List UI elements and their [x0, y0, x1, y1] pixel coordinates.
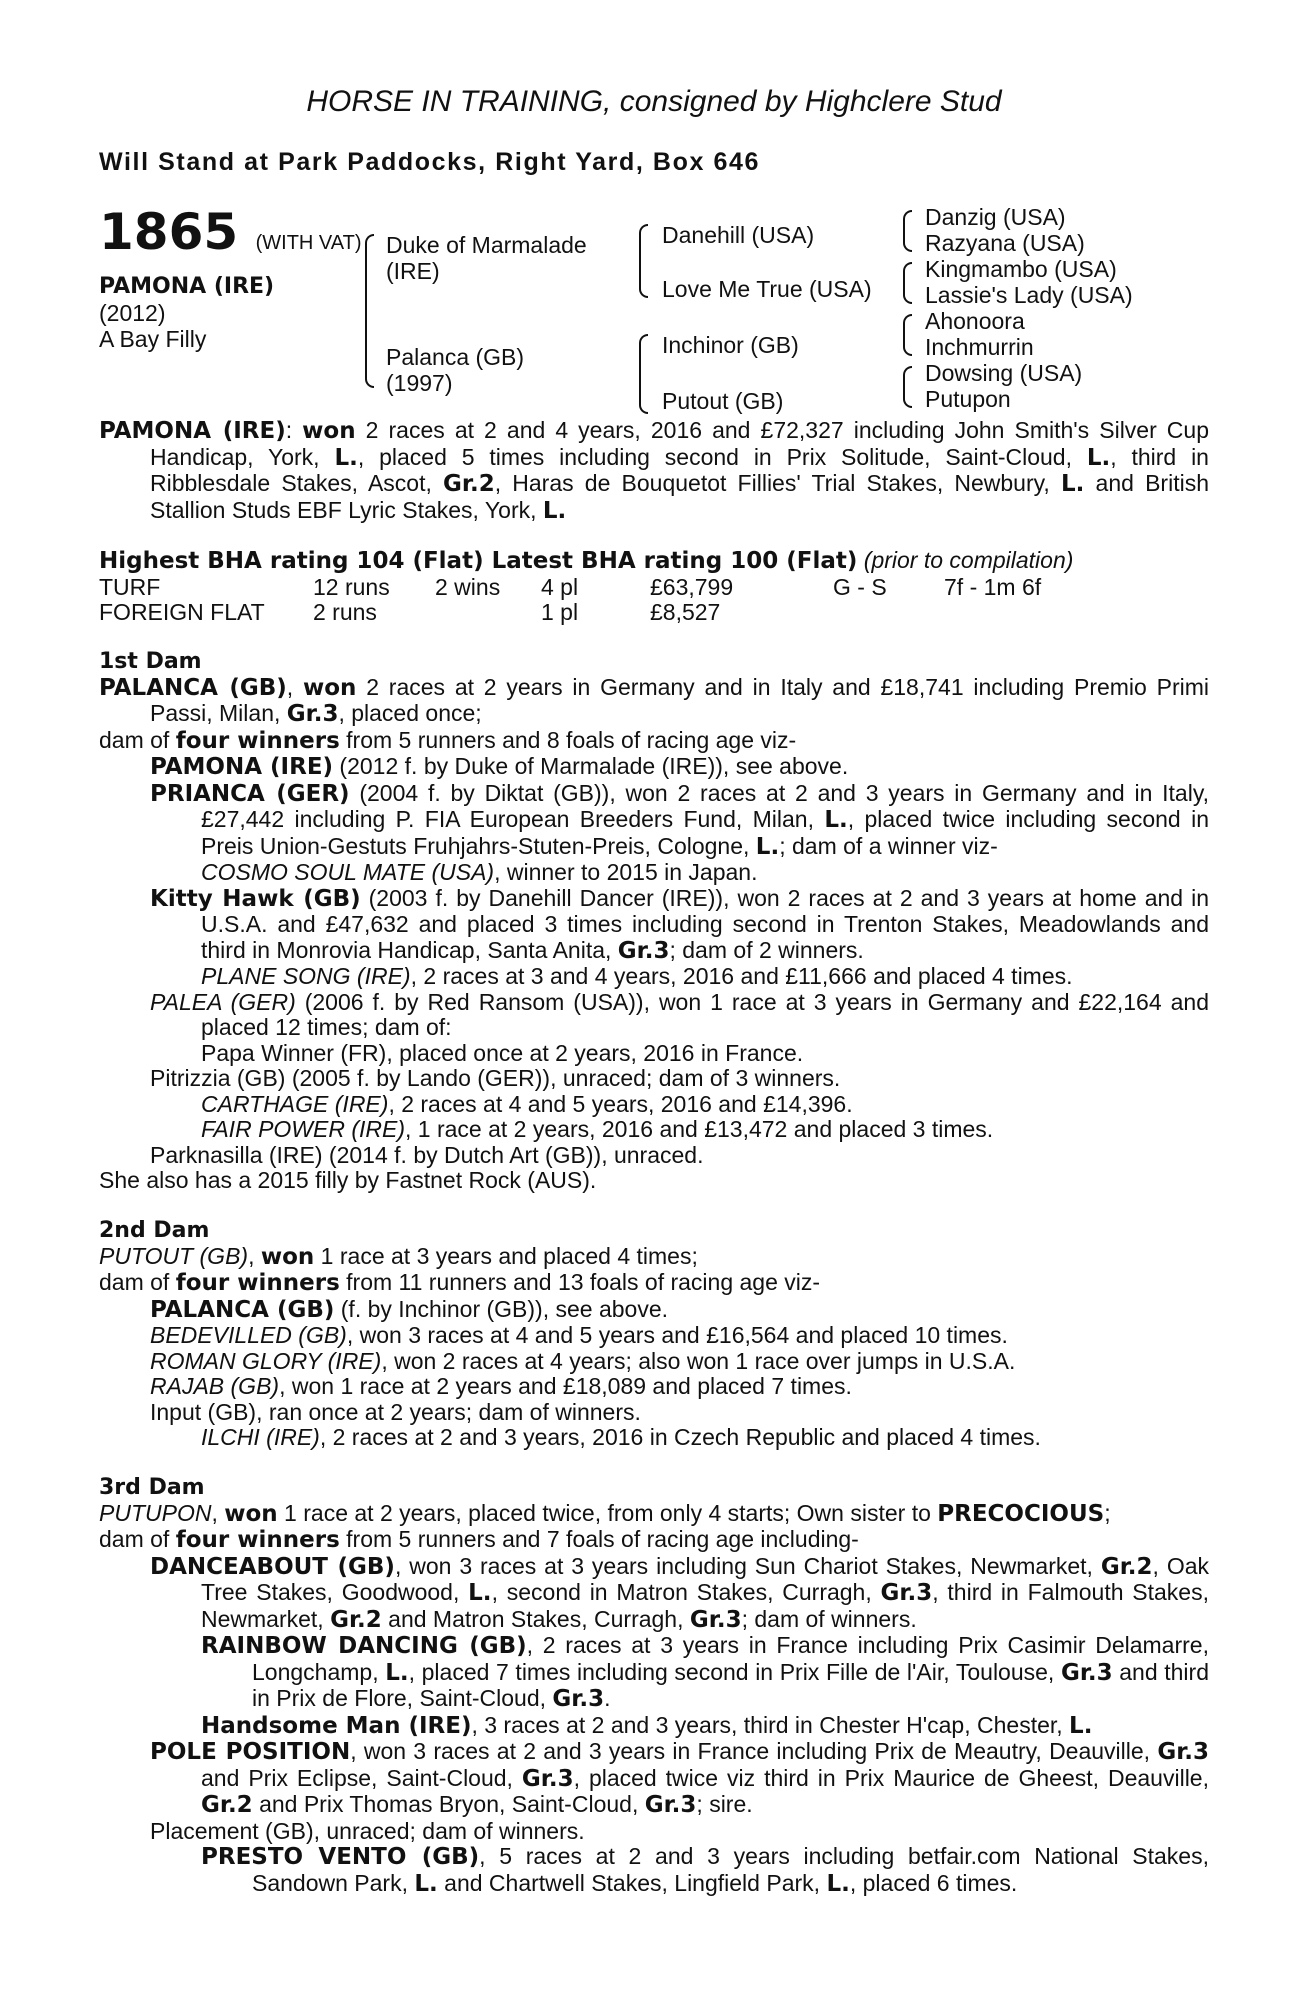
palea-entry — [99, 990, 1209, 1041]
group-label: Gr.3 — [552, 1686, 605, 1712]
record-runs: 12 runs — [313, 573, 390, 600]
dam-of-suffix: from 11 runners and 13 foals of racing age viz- — [339, 1269, 821, 1295]
cosmo-name: COSMO SOUL MATE (USA) — [201, 859, 495, 885]
roman-glory-name: ROMAN GLORY (IRE) — [150, 1347, 382, 1374]
horse-info — [99, 274, 274, 352]
handsome-name: Handsome Man (IRE) — [201, 1712, 472, 1739]
kitty-text-2: ; dam of 2 winners. — [669, 936, 864, 963]
rainbow-text-2: , placed 7 times including second in Prix Fille de l'Air, Toulouse, — [408, 1658, 1061, 1685]
bedevilled-entry — [99, 1323, 1209, 1349]
dam-of-prefix: dam of — [99, 1526, 176, 1552]
presto-entry — [99, 1844, 1209, 1897]
putout-name: PUTOUT (GB) — [99, 1242, 249, 1269]
record-money: £63,799 — [650, 573, 734, 600]
palanca-name: PALANCA (GB) — [150, 1296, 335, 1323]
kitty-text-1: (2003 f. by Danehill Dancer (IRE)), won 2 races at 2 and 3 years at home and in U.S.A. and £47,632 and placed 3 times including second in Trenton Stakes, Meadowlands and third in Monrovia Handicap, Santa Anita, — [201, 884, 1209, 963]
group-label: Gr.3 — [617, 937, 670, 964]
group-label: Gr.3 — [880, 1580, 933, 1606]
race-record-table — [99, 575, 1209, 625]
horse-description: A Bay Filly — [99, 326, 207, 352]
record-money: £8,527 — [650, 598, 721, 625]
record-placed: 4 pl — [541, 573, 579, 600]
listed-label: L. — [1086, 444, 1111, 471]
group-label: Gr.3 — [286, 701, 339, 727]
sire-origin: (IRE) — [386, 258, 440, 284]
palea-text: (2006 f. by Red Ransom (USA)), won 1 race at 3 years in Germany and £22,164 and placed 12 times; dam of: — [201, 988, 1209, 1040]
won-label: won — [260, 1243, 315, 1270]
plane-entry — [99, 964, 1209, 990]
prianca-text-2: , placed twice including second in Preis Union-Gestuts Fruhjahrs-Stuten-Preis, Cologne, — [201, 806, 1209, 859]
dam-of-line — [99, 1270, 1209, 1297]
danceabout-text-4: , third in Falmouth Stakes, Newmarket, — [201, 1579, 1209, 1632]
palanca-text-2: , placed once; — [338, 700, 482, 726]
second-dam-title: 2nd Dam — [99, 1217, 210, 1243]
group-label: Gr.3 — [1157, 1739, 1209, 1765]
sire-name: Duke of Marmalade — [386, 232, 587, 258]
handsome-text: , 3 races at 2 and 3 years, third in Chester H'cap, Chester, — [471, 1711, 1070, 1738]
input-entry: Input (GB), ran once at 2 years; dam of winners. — [150, 1398, 641, 1425]
brace-ss — [903, 210, 912, 252]
putout-entry: PUTOUT (GB), won 1 race at 3 years and placed 4 times; — [99, 1242, 698, 1270]
page-title: HORSE IN TRAINING, consigned by Highclere Stud — [306, 85, 1002, 118]
brace-gen1 — [365, 234, 374, 388]
handsome-entry — [99, 1713, 1209, 1740]
vat-note: (WITH VAT) — [255, 232, 362, 254]
pole-text-2: and Prix Eclipse, Saint-Cloud, — [201, 1764, 522, 1791]
group-label: Gr.3 — [521, 1765, 574, 1792]
fair-power-entry — [99, 1117, 1209, 1143]
ilchi-text: , 2 races at 2 and 3 years, 2016 in Czech Republic and placed 4 times. — [319, 1424, 1041, 1450]
rajab-name: RAJAB (GB) — [150, 1373, 280, 1399]
record-wins: 2 wins — [435, 573, 501, 600]
pamona-name: PAMONA (IRE) — [150, 754, 334, 780]
cosmo-entry — [99, 860, 1209, 886]
rating-line — [99, 548, 1209, 575]
summary-text-4: , Haras de Bouquetot Fillies' Trial Stakes, Newbury, — [494, 470, 1061, 496]
prianca-name: PRIANCA (GER) — [150, 780, 350, 807]
dam-of-line — [99, 1527, 1209, 1554]
carthage-entry — [99, 1092, 1209, 1118]
precocious-name: PRECOCIOUS — [937, 1500, 1105, 1527]
brace-dam — [639, 334, 648, 414]
ped-ssd: Razyana (USA) — [925, 230, 1085, 256]
also-has-line: She also has a 2015 filly by Fastnet Rock (AUS). — [99, 1167, 597, 1193]
summary-horse-name: PAMONA (IRE) — [99, 418, 286, 444]
summary-text-5: and British Stallion Studs EBF Lyric Stakes, York, — [150, 470, 1209, 523]
horse-year: (2012) — [99, 300, 166, 326]
summary-text-1: 2 races at 2 and 4 years, 2016 and £72,327 including John Smith's Silver Cup Handicap, York, — [150, 417, 1210, 470]
ilchi-entry — [99, 1425, 1209, 1451]
ped-ddd: Putupon — [925, 386, 1011, 412]
race-summary: PAMONA (IRE): won 2 races at 2 and 4 years, 2016 and £72,327 including John Smith's Silver Cup Handicap, York, L., placed 5 times including second in Prix Solitude, Saint-Cloud, L., third in Ribblesdale Stakes, Ascot, Gr.2, Haras de Bouquetot Fillies' Trial Stakes, Newbury, L. and British Stallion Studs EBF Lyric Stakes, York, L. — [99, 417, 1210, 524]
rating-note: (prior to compilation) — [863, 547, 1074, 573]
four-winners: four winners — [175, 1270, 340, 1296]
prianca-entry — [99, 781, 1209, 861]
danceabout-name: DANCEABOUT (GB) — [150, 1553, 395, 1580]
cosmo-text: , winner to 2015 in Japan. — [494, 859, 758, 885]
palea-name: PALEA (GER) — [150, 988, 296, 1015]
rainbow-entry — [99, 1633, 1209, 1713]
record-placed: 1 pl — [541, 598, 579, 625]
pole-text-1: , won 3 races at 2 and 3 years in France including Prix de Meautry, Deauville, — [350, 1738, 1158, 1764]
papa-entry: Papa Winner (FR), placed once at 2 years, 2016 in France. — [201, 1039, 804, 1066]
plane-text: , 2 races at 3 and 4 years, 2016 and £11,666 and placed 4 times. — [410, 963, 1073, 989]
presto-text-1: , 5 races at 2 and 3 years including betfair.com National Stakes, Sandown Park, — [252, 1843, 1209, 1896]
dam-sire: Inchinor (GB) — [662, 332, 799, 358]
danceabout-text-3: , second in Matron Stakes, Curragh, — [491, 1579, 881, 1605]
lot-number-value: 1865 — [99, 203, 239, 261]
horse-name: PAMONA (IRE) — [99, 274, 275, 299]
group-label: Gr.2 — [330, 1606, 382, 1633]
won-label: won — [302, 674, 357, 701]
summary-text-2: , placed 5 times including second in Prix Solitude, Saint-Cloud, — [357, 443, 1087, 470]
ped-sss: Danzig (USA) — [925, 204, 1066, 230]
placement-entry: Placement (GB), unraced; dam of winners. — [150, 1817, 585, 1844]
pamona-text: (2012 f. by Duke of Marmalade (IRE)), see above. — [333, 753, 849, 779]
dam-name: Palanca (GB) — [386, 344, 525, 370]
ilchi-name: ILCHI (IRE) — [201, 1424, 320, 1450]
prianca-text-1: (2004 f. by Diktat (GB)), won 2 races at 2 and 3 years in Germany and in Italy, £27,442 including P. FIA European Breeders Fund, Milan, — [201, 779, 1210, 832]
listed-label: L. — [826, 1870, 850, 1897]
bedevilled-text: , won 3 races at 4 and 5 years and £16,564 and placed 10 times. — [346, 1322, 1008, 1348]
catalogue-page — [99, 84, 1209, 1897]
rating-bold: Highest BHA rating 104 (Flat) Latest BHA rating 100 (Flat) — [99, 548, 858, 574]
first-dam-title: 1st Dam — [99, 648, 202, 674]
putupon-text: 1 race at 2 years, placed twice, from only 4 starts; Own sister to — [277, 1499, 938, 1526]
dam-of-line — [99, 728, 1209, 755]
pamona-entry — [99, 754, 1209, 781]
listed-label: L. — [1060, 471, 1085, 497]
stand-location: Will Stand at Park Paddocks, Right Yard, Box 646 — [99, 148, 761, 176]
sire-dam: Love Me True (USA) — [662, 276, 872, 302]
brace-sd — [903, 262, 912, 304]
listed-label: L. — [468, 1580, 492, 1606]
danceabout-text-6: ; dam of winners. — [741, 1605, 917, 1632]
listed-label: L. — [1069, 1712, 1093, 1739]
danceabout-text-1: , won 3 races at 3 years including Sun Chariot Stakes, Newmarket, — [394, 1552, 1101, 1579]
won-label: won — [224, 1500, 278, 1527]
rajab-entry — [99, 1374, 1209, 1400]
third-dam-title: 3rd Dam — [99, 1474, 205, 1500]
pole-text-5: ; sire. — [696, 1791, 753, 1817]
ped-dss: Ahonoora — [925, 308, 1025, 334]
putupon-name: PUTUPON — [99, 1499, 212, 1526]
parknasilla-entry: Parknasilla (IRE) (2014 f. by Dutch Art (GB)), unraced. — [150, 1141, 704, 1168]
pole-text-4: and Prix Thomas Bryon, Saint-Cloud, — [252, 1791, 645, 1817]
pole-text-3: , placed twice viz third in Prix Maurice de Gheest, Deauville, — [573, 1764, 1209, 1791]
roman-glory-entry — [99, 1349, 1209, 1375]
rajab-text: , won 1 race at 2 years and £18,089 and placed 7 times. — [279, 1373, 852, 1399]
rainbow-text-4: . — [604, 1685, 611, 1711]
dam-of-prefix: dam of — [99, 726, 176, 753]
group-label: Gr.2 — [443, 471, 495, 497]
dam-of-prefix: dam of — [99, 1269, 176, 1295]
kitty-name: Kitty Hawk (GB) — [150, 885, 361, 912]
danceabout-text-5: and Matron Stakes, Curragh, — [381, 1605, 690, 1632]
ped-sdd: Lassie's Lady (USA) — [925, 282, 1133, 308]
roman-glory-text: , won 2 races at 4 years; also won 1 race over jumps in U.S.A. — [381, 1347, 1016, 1374]
summary-won: won — [302, 418, 356, 444]
rainbow-name: RAINBOW DANCING (GB) — [201, 1633, 527, 1659]
rainbow-text-1: , 2 races at 3 years in France including Prix Casimir Delamarre, Longchamp, — [252, 1632, 1209, 1685]
fair-power-name: FAIR POWER (IRE) — [201, 1116, 406, 1142]
listed-label: L. — [385, 1659, 409, 1686]
prianca-text-3: ; dam of a winner viz- — [779, 832, 998, 859]
danceabout-text-2: , Oak Tree Stakes, Goodwood, — [201, 1552, 1210, 1605]
group-label: Gr.3 — [1060, 1659, 1113, 1686]
putout-text: 1 race at 3 years and placed 4 times; — [314, 1242, 698, 1269]
pole-entry — [99, 1739, 1209, 1819]
danceabout-entry — [99, 1554, 1209, 1634]
plane-name: PLANE SONG (IRE) — [201, 963, 411, 989]
summary-text-3: , third in Ribblesdale Stakes, Ascot, — [150, 443, 1209, 496]
carthage-text: , 2 races at 4 and 5 years, 2016 and £14,396. — [388, 1090, 853, 1117]
palanca-name: PALANCA (GB) — [99, 674, 287, 701]
ped-dds: Dowsing (USA) — [925, 360, 1083, 386]
record-type: TURF — [99, 573, 161, 600]
record-type: FOREIGN FLAT — [99, 598, 265, 625]
group-label: Gr.3 — [689, 1606, 742, 1633]
palanca-ref-text: (f. by Inchinor (GB)), see above. — [334, 1295, 669, 1322]
four-winners: four winners — [175, 727, 340, 754]
listed-label: L. — [542, 497, 567, 524]
ped-dsd: Inchmurrin — [925, 334, 1034, 360]
presto-text-3: , placed 6 times. — [849, 1869, 1018, 1896]
listed-label: L. — [334, 444, 358, 471]
pedigree-block — [99, 203, 1209, 414]
kitty-entry — [99, 886, 1209, 965]
dam-year: (1997) — [386, 370, 453, 396]
listed-label: L. — [755, 833, 780, 860]
putupon-entry: PUTUPON, won 1 race at 2 years, placed twice, from only 4 starts; Own sister to PRECOCIOUS; — [99, 1499, 1111, 1527]
dam-of-suffix: from 5 runners and 8 foals of racing age viz- — [339, 726, 797, 753]
palanca-entry: PALANCA (GB), won 2 races at 2 years in Germany and in Italy and £18,741 including Premio Primi Passi, Milan, Gr.3, placed once; — [99, 673, 1210, 727]
carthage-name: CARTHAGE (IRE) — [201, 1090, 389, 1117]
brace-sire — [639, 224, 648, 298]
four-winners: four winners — [175, 1527, 340, 1553]
ped-sds: Kingmambo (USA) — [925, 256, 1117, 282]
dam-dam: Putout (GB) — [662, 388, 784, 414]
palanca-text-1: 2 races at 2 years in Germany and in Italy and £18,741 including Premio Primi Passi, Milan, — [150, 673, 1210, 726]
sire-sire: Danehill (USA) — [662, 222, 815, 248]
listed-label: L. — [824, 807, 848, 833]
brace-ds — [903, 314, 912, 356]
palanca-ref-entry — [99, 1297, 1209, 1324]
presto-name: PRESTO VENTO (GB) — [201, 1844, 480, 1870]
record-runs: 2 runs — [313, 598, 377, 625]
rainbow-text-3: and third in Prix de Flore, Saint-Cloud, — [252, 1658, 1209, 1711]
group-label: Gr.2 — [1100, 1553, 1153, 1580]
brace-dd — [903, 366, 912, 408]
pole-name: POLE POSITION — [150, 1739, 351, 1765]
bedevilled-name: BEDEVILLED (GB) — [150, 1322, 347, 1348]
group-label: Gr.2 — [201, 1792, 253, 1818]
lot-number — [99, 204, 362, 271]
pitrizzia-entry: Pitrizzia (GB) (2005 f. by Lando (GER)), unraced; dam of 3 winners. — [150, 1065, 841, 1091]
listed-label: L. — [414, 1870, 438, 1897]
presto-text-2: and Chartwell Stakes, Lingfield Park, — [437, 1869, 827, 1896]
record-going: G - S — [833, 573, 887, 600]
dam-of-suffix: from 5 runners and 7 foals of racing age including- — [339, 1526, 859, 1552]
record-distance: 7f - 1m 6f — [944, 573, 1042, 600]
fair-power-text: , 1 race at 2 years, 2016 and £13,472 and placed 3 times. — [405, 1116, 994, 1142]
group-label: Gr.3 — [644, 1792, 697, 1818]
putupon-semicolon: ; — [1104, 1499, 1111, 1526]
